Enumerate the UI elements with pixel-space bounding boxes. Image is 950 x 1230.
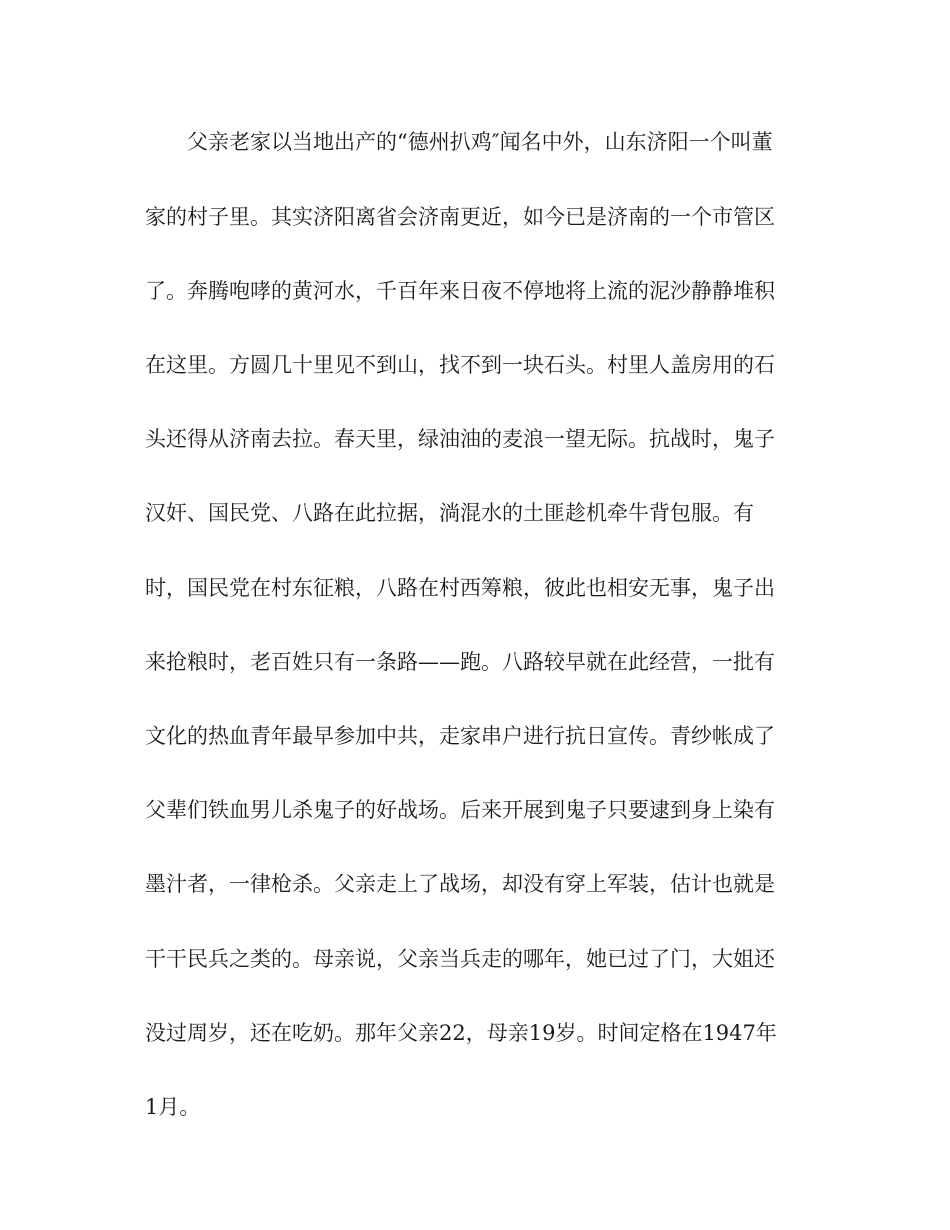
paragraph-line: 时，国民党在村东征粮，八路在村西筹粮，彼此也相安无事，鬼子出 <box>145 576 775 600</box>
paragraph-line: 1月。 <box>145 1095 201 1119</box>
paragraph-line: 汉奸、国民党、八路在此拉据，淌混水的土匪趁机牵牛背包服。有 <box>145 501 754 525</box>
paragraph-line: 墨汁者，一律枪杀。父亲走上了战场，却没有穿上军装，估计也就是 <box>145 872 775 896</box>
paragraph-line: 家的村子里。其实济阳离省会济南更近，如今已是济南的一个市管区 <box>145 205 775 229</box>
paragraph-line: 父亲老家以当地出产的“德州扒鸡″闻名中外，山东济阳一个叫董 <box>187 130 773 154</box>
paragraph-line: 在这里。方圆几十里见不到山，找不到一块石头。村里人盖房用的石 <box>145 353 775 377</box>
paragraph-line: 没过周岁，还在吃奶。那年父亲22，母亲19岁。时间定格在1947年 <box>145 1021 777 1045</box>
paragraph-line: 文化的热血青年最早参加中共，走家串户进行抗日宣传。青纱帐成了 <box>145 724 775 748</box>
paragraph-line: 父辈们铁血男儿杀鬼子的好战场。后来开展到鬼子只要逮到身上染有 <box>145 798 775 822</box>
paragraph-line: 头还得从济南去拉。春天里，绿油油的麦浪一望无际。抗战时，鬼子 <box>145 427 775 451</box>
paragraph-line: 来抢粮时，老百姓只有一条路——跑。八路较早就在此经营，一批有 <box>145 650 775 674</box>
paragraph-line: 干干民兵之类的。母亲说，父亲当兵走的哪年，她已过了门，大姐还 <box>145 947 775 971</box>
paragraph-line: 了。奔腾咆哮的黄河水，千百年来日夜不停地将上流的泥沙静静堆积 <box>145 279 775 303</box>
